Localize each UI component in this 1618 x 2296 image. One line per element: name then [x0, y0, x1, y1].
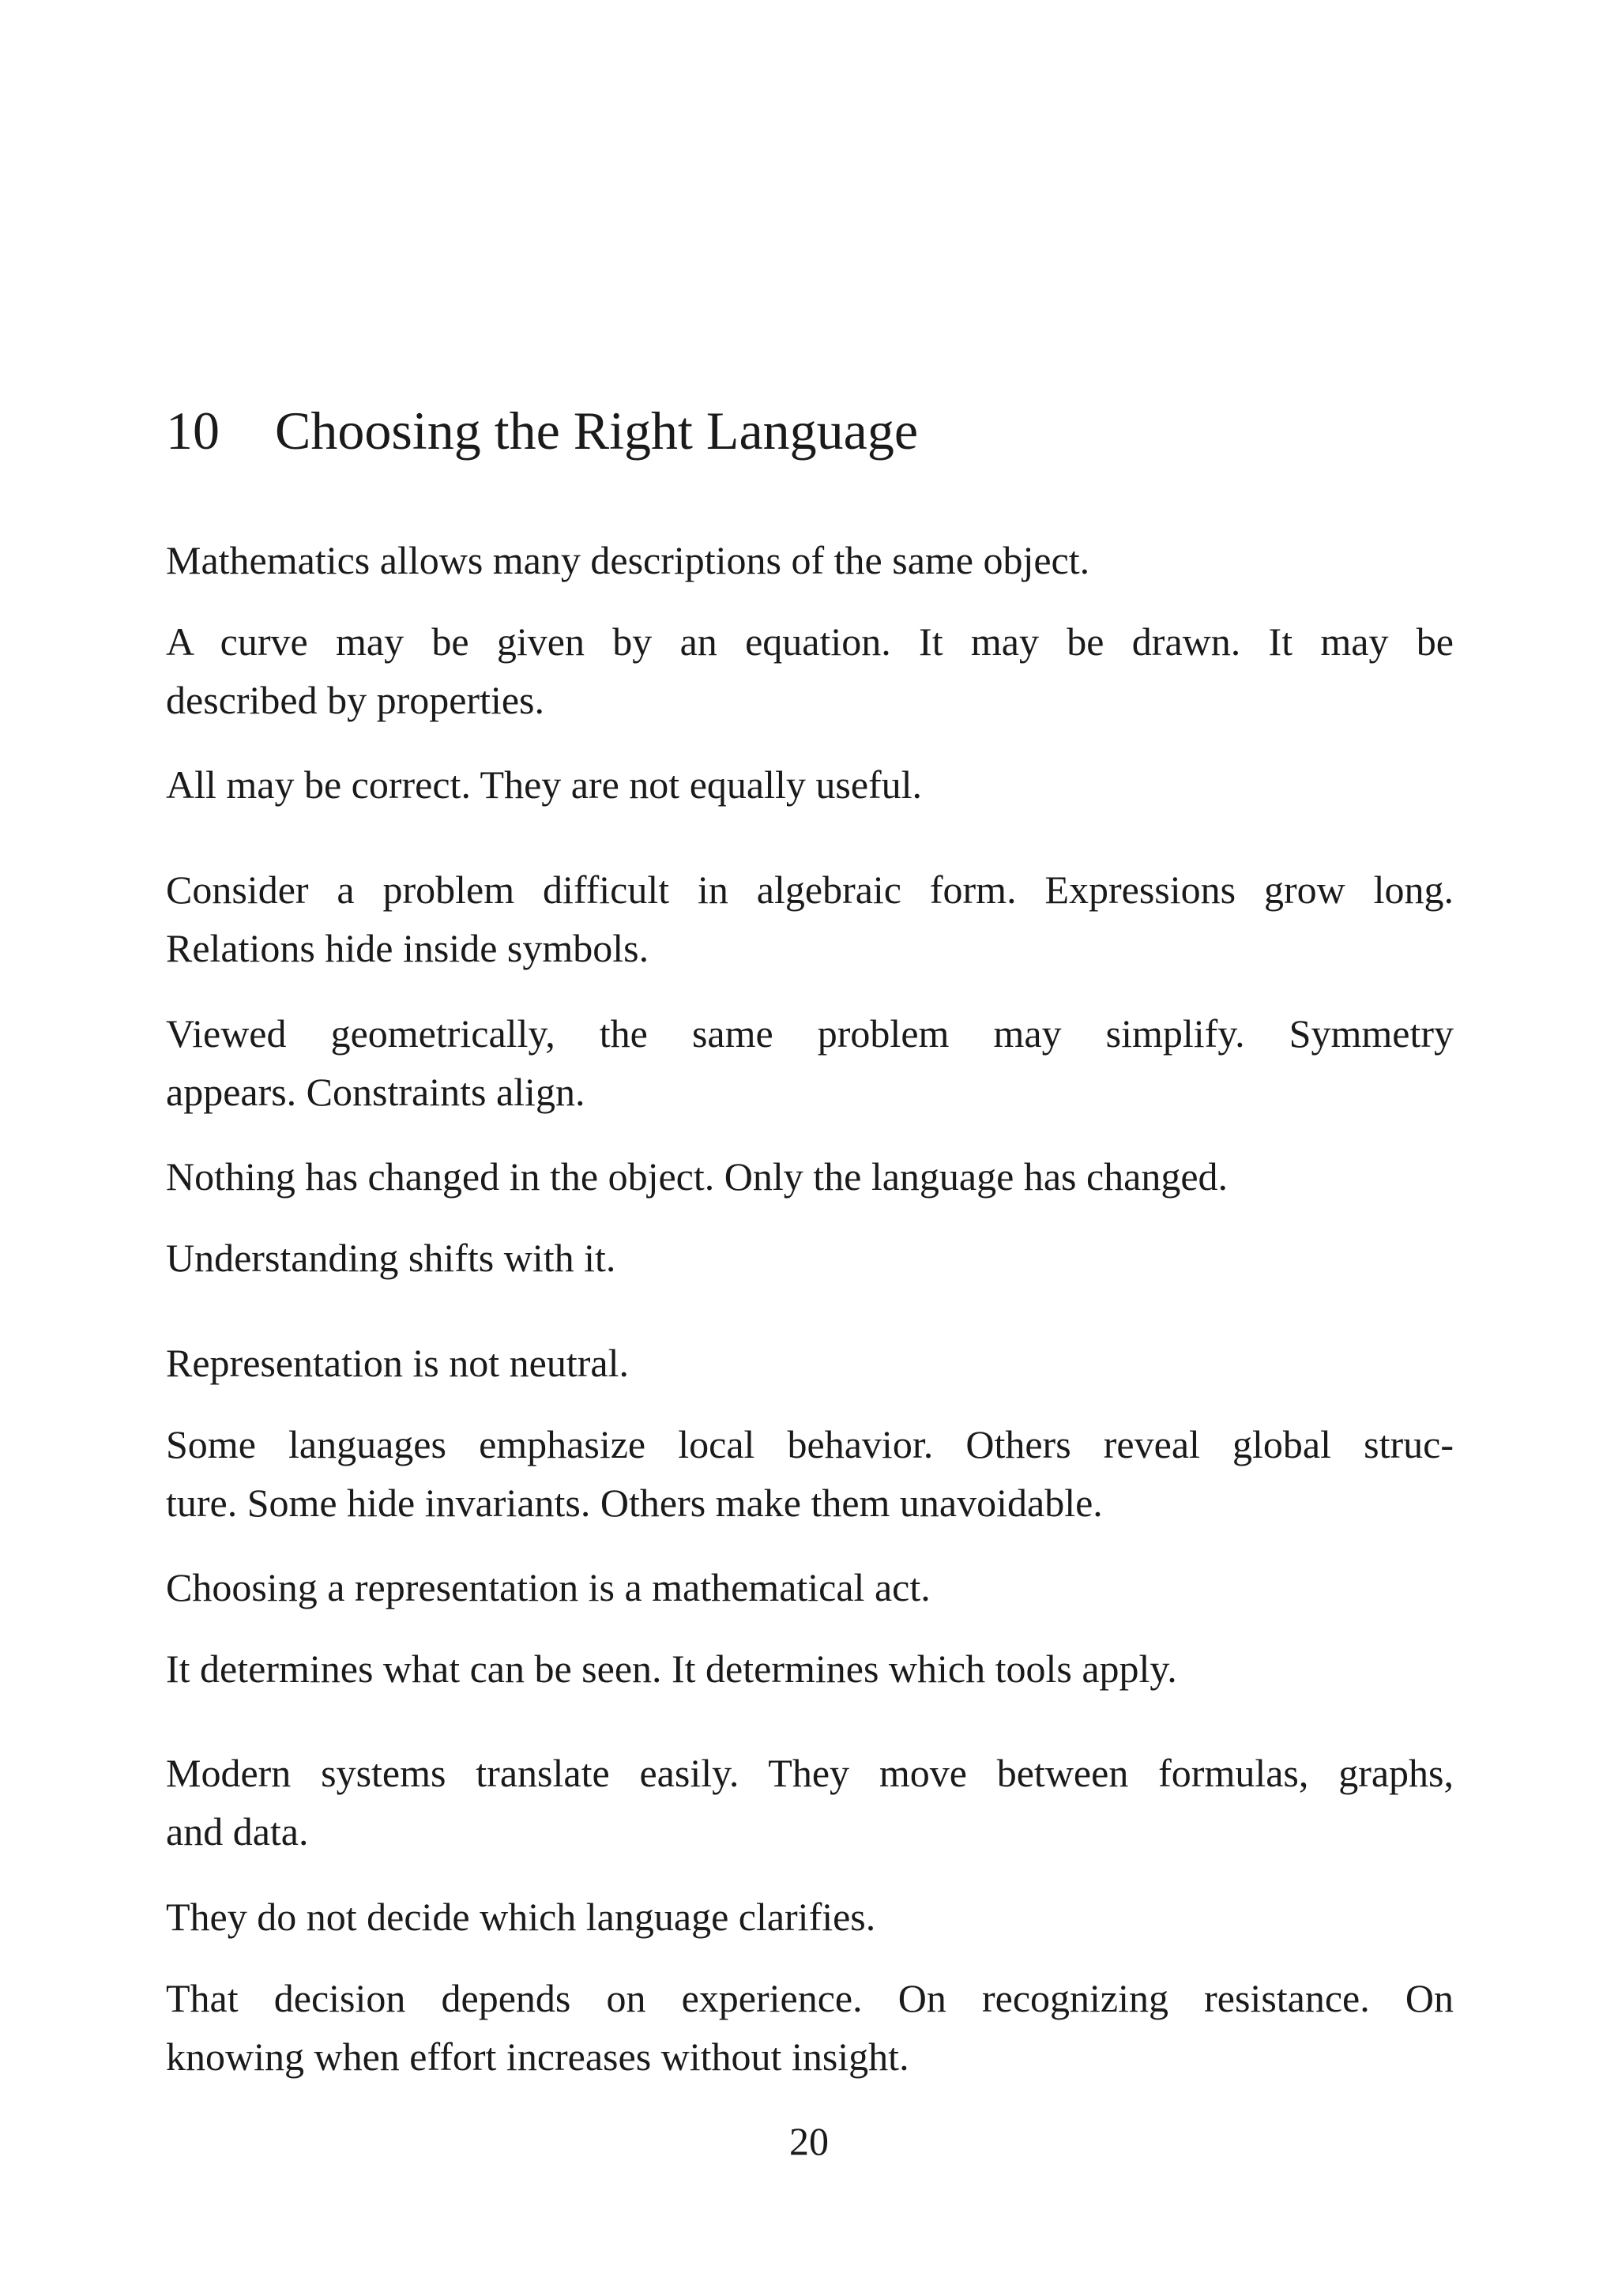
paragraph-line: ture. Some hide invariants. Others make them unavoidable. — [166, 1481, 1103, 1525]
paragraph-line: Choosing a representation is a mathematical act. — [166, 1565, 931, 1609]
paragraph-line: That decision depends on experience. On recognizing resistance. On — [166, 1976, 1454, 2020]
paragraph-line: A curve may be given by an equation. It may be drawn. It may be — [166, 619, 1454, 664]
paragraph-line: Representation is not neutral. — [166, 1341, 629, 1385]
paragraph — [166, 1744, 1454, 1861]
section-heading — [166, 395, 918, 466]
section-number: 10 — [166, 401, 220, 461]
paragraph — [166, 1229, 1454, 1287]
section-title: Choosing the Right Language — [275, 401, 919, 461]
paragraph-line: Understanding shifts with it. — [166, 1236, 616, 1280]
paragraph-line: Modern systems translate easily. They move between formulas, graphs, — [166, 1751, 1454, 1795]
paragraph — [166, 531, 1454, 589]
paragraph-line: Viewed geometrically, the same problem may simplify. Symmetry — [166, 1011, 1454, 1056]
paragraph — [166, 755, 1454, 814]
paragraph — [166, 860, 1454, 977]
paragraph-line: All may be correct. They are not equally useful. — [166, 762, 923, 807]
paragraph — [166, 1004, 1454, 1121]
paragraph-line: They do not decide which language clarifies. — [166, 1895, 876, 1939]
paragraph — [166, 612, 1454, 729]
paragraph — [166, 1558, 1454, 1617]
page-number: 20 — [789, 2119, 829, 2163]
paragraph-line: described by properties. — [166, 678, 545, 722]
paragraph-line: Mathematics allows many descriptions of the same object. — [166, 538, 1090, 582]
paragraph — [166, 1415, 1454, 1532]
paragraph — [166, 1639, 1454, 1698]
paragraph-line: and data. — [166, 1809, 309, 1854]
paragraph-line: It determines what can be seen. It determines which tools apply. — [166, 1647, 1177, 1691]
paragraph-line: Nothing has changed in the object. Only the language has changed. — [166, 1154, 1229, 1199]
paragraph — [166, 1888, 1454, 1946]
paragraph-line: knowing when effort increases without insight. — [166, 2034, 909, 2079]
paragraph-line: Relations hide inside symbols. — [166, 926, 649, 970]
paragraph — [166, 1969, 1454, 2086]
paragraph — [166, 1334, 1454, 1392]
paragraph-line: Some languages emphasize local behavior. Others reveal global struc- — [166, 1422, 1454, 1466]
paragraph-line: Consider a problem difficult in algebraic form. Expressions grow long. — [166, 868, 1454, 912]
paragraph — [166, 1147, 1454, 1206]
paragraph-line: appears. Constraints align. — [166, 1070, 585, 1114]
